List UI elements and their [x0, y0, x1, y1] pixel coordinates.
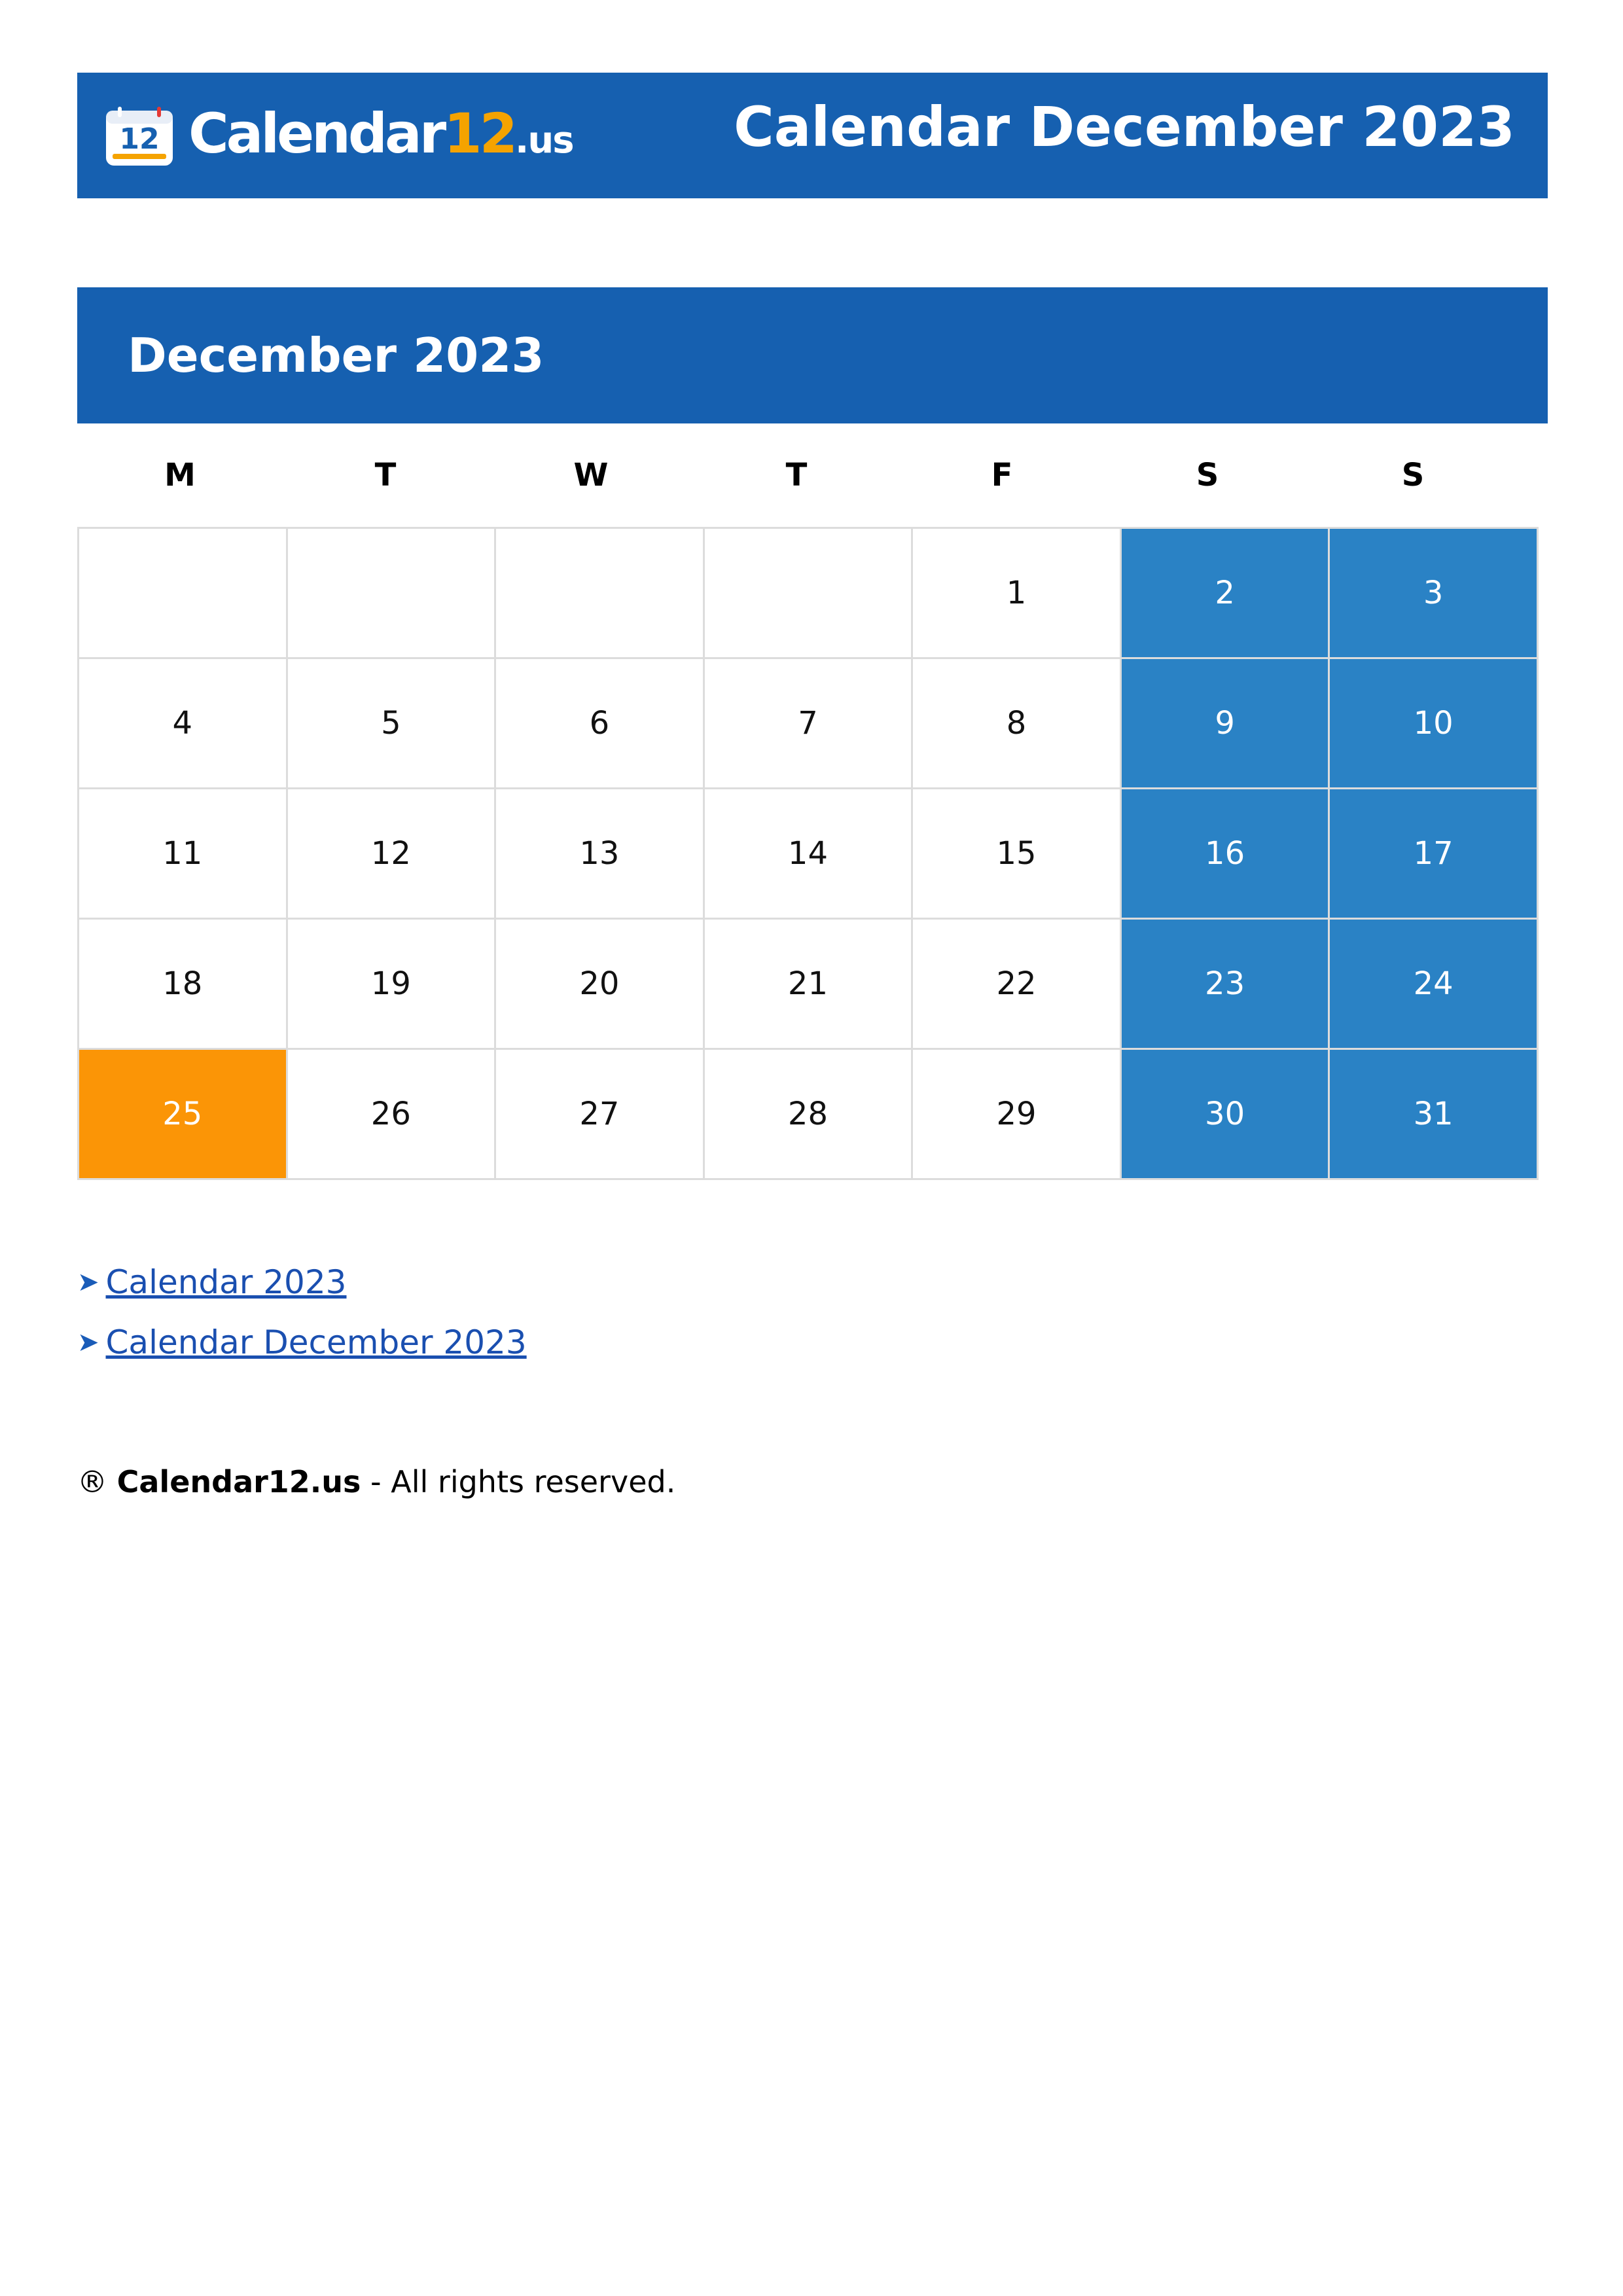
calendar-12-icon [105, 107, 174, 167]
calendar-day-cell[interactable]: 27 [495, 1049, 704, 1179]
calendar-day-cell[interactable]: 8 [912, 658, 1121, 789]
weekday-thursday: T [785, 457, 808, 493]
calendar-day-cell[interactable]: 13 [495, 789, 704, 919]
calendar-day-cell[interactable]: 6 [495, 658, 704, 789]
calendar-day-cell[interactable]: 22 [912, 919, 1121, 1049]
logo-text [188, 103, 573, 171]
weekday-monday: M [164, 457, 196, 493]
calendar-day-cell[interactable]: 1 [912, 528, 1121, 658]
weekday-friday: F [991, 457, 1013, 493]
calendar-day-cell[interactable]: 7 [704, 658, 912, 789]
calendar-week-row [79, 789, 1538, 919]
calendar-grid [77, 527, 1539, 1180]
site-banner [77, 73, 1548, 198]
link-item [77, 1312, 527, 1372]
link-calendar-december-2023[interactable]: Calendar December 2023 [105, 1323, 527, 1361]
logo-text-number: 12 [444, 101, 516, 166]
link-item [77, 1252, 527, 1312]
calendar-week-row [79, 528, 1538, 658]
logo-text-tld: .us [515, 118, 573, 162]
logo-icon-number: 12 [119, 122, 160, 156]
calendar-day-cell[interactable]: 17 [1329, 789, 1538, 919]
weekday-wednesday: W [573, 457, 609, 493]
calendar-day-cell[interactable]: 28 [704, 1049, 912, 1179]
month-header [77, 287, 1548, 423]
calendar-day-cell[interactable]: 16 [1120, 789, 1329, 919]
calendar-day-cell[interactable]: 30 [1120, 1049, 1329, 1179]
calendar-day-cell[interactable]: 2 [1120, 528, 1329, 658]
calendar-day-cell[interactable]: 3 [1329, 528, 1538, 658]
calendar-day-cell[interactable]: 29 [912, 1049, 1121, 1179]
calendar-day-cell[interactable]: 26 [287, 1049, 495, 1179]
footer-text: - All rights reserved. [361, 1464, 676, 1499]
footer [77, 1461, 675, 1503]
weekday-tuesday: T [374, 457, 397, 493]
calendar-day-cell[interactable]: 19 [287, 919, 495, 1049]
footer-brand: Calendar12.us [116, 1464, 361, 1499]
calendar-empty-cell [704, 528, 912, 658]
logo-text-main: Calendar [188, 101, 444, 166]
site-logo[interactable] [105, 101, 573, 167]
calendar-day-cell[interactable]: 12 [287, 789, 495, 919]
calendar-day-cell[interactable]: 15 [912, 789, 1121, 919]
calendar-week-row [79, 658, 1538, 789]
calendar-day-cell[interactable]: 21 [704, 919, 912, 1049]
calendar-day-cell[interactable]: 4 [79, 658, 287, 789]
weekday-saturday: S [1196, 457, 1219, 493]
calendar-day-cell[interactable]: 24 [1329, 919, 1538, 1049]
calendar-day-cell[interactable]: 20 [495, 919, 704, 1049]
calendar-day-cell[interactable]: 14 [704, 789, 912, 919]
calendar-day-cell[interactable]: 10 [1329, 658, 1538, 789]
calendar-week-row [79, 919, 1538, 1049]
calendar-day-cell[interactable]: 23 [1120, 919, 1329, 1049]
calendar-empty-cell [495, 528, 704, 658]
calendar-day-cell[interactable]: 11 [79, 789, 287, 919]
calendar-empty-cell [79, 528, 287, 658]
calendar-day-cell[interactable]: 25 [79, 1049, 287, 1179]
calendar-day-cell[interactable]: 9 [1120, 658, 1329, 789]
page-title: Calendar December 2023 [734, 95, 1515, 159]
arrow-right-icon: ➤ [77, 1327, 99, 1357]
calendar-day-cell[interactable]: 31 [1329, 1049, 1538, 1179]
weekday-sunday: S [1401, 457, 1425, 493]
calendar-empty-cell [287, 528, 495, 658]
related-links [77, 1252, 527, 1372]
link-calendar-2023[interactable]: Calendar 2023 [105, 1263, 347, 1301]
month-title: December 2023 [128, 328, 544, 383]
weekday-header-row [77, 423, 1548, 527]
calendar-week-row [79, 1049, 1538, 1179]
arrow-right-icon: ➤ [77, 1267, 99, 1297]
calendar-day-cell[interactable]: 5 [287, 658, 495, 789]
registered-symbol: ® [77, 1464, 107, 1499]
calendar-day-cell[interactable]: 18 [79, 919, 287, 1049]
